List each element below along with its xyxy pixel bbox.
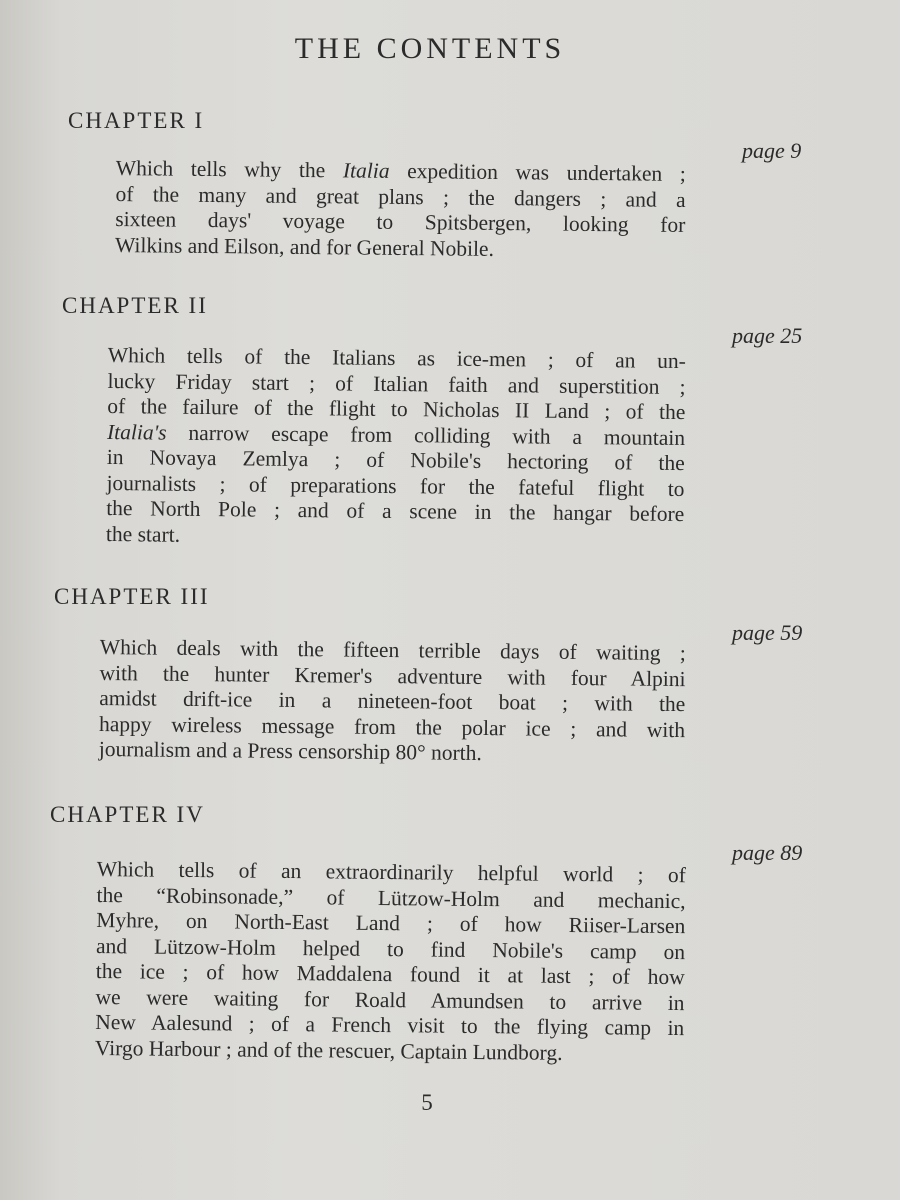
line-text: we were waiting for Roald Amundsen to arrive in	[95, 984, 685, 1015]
line-text: Myhre, on North-East Land ; of how Riiser-Larsen	[96, 907, 686, 939]
italic-ship-name: Italia's	[106, 419, 167, 445]
line-text: of the many and great plans ; the dangers ; and a	[115, 181, 686, 212]
line-text: and Lützow-Holm helped to find Nobile's camp on	[95, 933, 686, 964]
line-text: journalism and a Press censorship 80° north.	[98, 736, 482, 766]
line-text: the “Robinsonade,” of Lützow-Holm and mechanic,	[96, 882, 686, 913]
chapter-description	[106, 343, 686, 553]
line-text: Which tells of the Italians as ice-men ; of an un-	[107, 343, 686, 374]
line-text: happy wireless message from the polar ice ; and with	[98, 711, 686, 742]
chapter-page-ref: page 59	[732, 620, 803, 645]
line-text: of the failure of the flight to Nicholas II Land ; of the	[107, 393, 686, 425]
line-text: Virgo Harbour ; and of the rescuer, Captain Lundborg.	[94, 1035, 563, 1065]
line-text: Which deals with the fifteen terrible days of waiting ;	[99, 635, 686, 666]
chapter-heading: CHAPTER III	[54, 584, 210, 609]
chapter-page-ref: page 9	[742, 138, 802, 163]
line-text: New Aalesund ; of a French visit to the flying camp in	[95, 1009, 685, 1041]
chapter-heading: CHAPTER IV	[50, 802, 205, 827]
line-text: Which tells why the	[115, 156, 344, 183]
line-text: in Novaya Zemlya ; of Nobile's hectoring of the	[106, 444, 685, 476]
italic-ship-name: Italia	[342, 158, 390, 183]
chapter-heading: CHAPTER I	[68, 108, 205, 133]
line-text: journalists ; of preparations for the fateful flight to	[106, 470, 685, 501]
line-text: narrow escape from colliding with a mountain	[166, 420, 686, 450]
page-number: 5	[421, 1090, 433, 1115]
line-text: with the hunter Kremer's adventure with four Alpini	[99, 660, 686, 691]
line-text: Wilkins and Eilson, and for General Nobile.	[114, 232, 495, 261]
chapter-page-ref: page 25	[732, 323, 803, 348]
chapter-heading: CHAPTER II	[62, 293, 208, 318]
line-text: the North Pole ; and of a scene in the hangar before	[106, 495, 685, 527]
chapter-description	[95, 857, 686, 1067]
chapter-description	[115, 156, 686, 264]
line-text: amidst drift-ice in a nineteen-foot boat ; with the	[99, 685, 686, 717]
line-text: the start.	[105, 521, 181, 547]
page-title: THE CONTENTS	[294, 32, 566, 65]
line-text: the ice ; of how Maddalena found it at last ; of how	[95, 958, 685, 990]
chapter-page-ref: page 89	[732, 840, 803, 865]
line-text: sixteen days' voyage to Spitsbergen, looking for	[115, 206, 686, 237]
line-text: Which tells of an extraordinarily helpful world ; of	[96, 857, 686, 888]
chapter-description	[99, 635, 686, 769]
line-text: expedition was undertaken ;	[389, 158, 686, 186]
line-text: lucky Friday start ; of Italian faith and superstition ;	[107, 368, 686, 399]
